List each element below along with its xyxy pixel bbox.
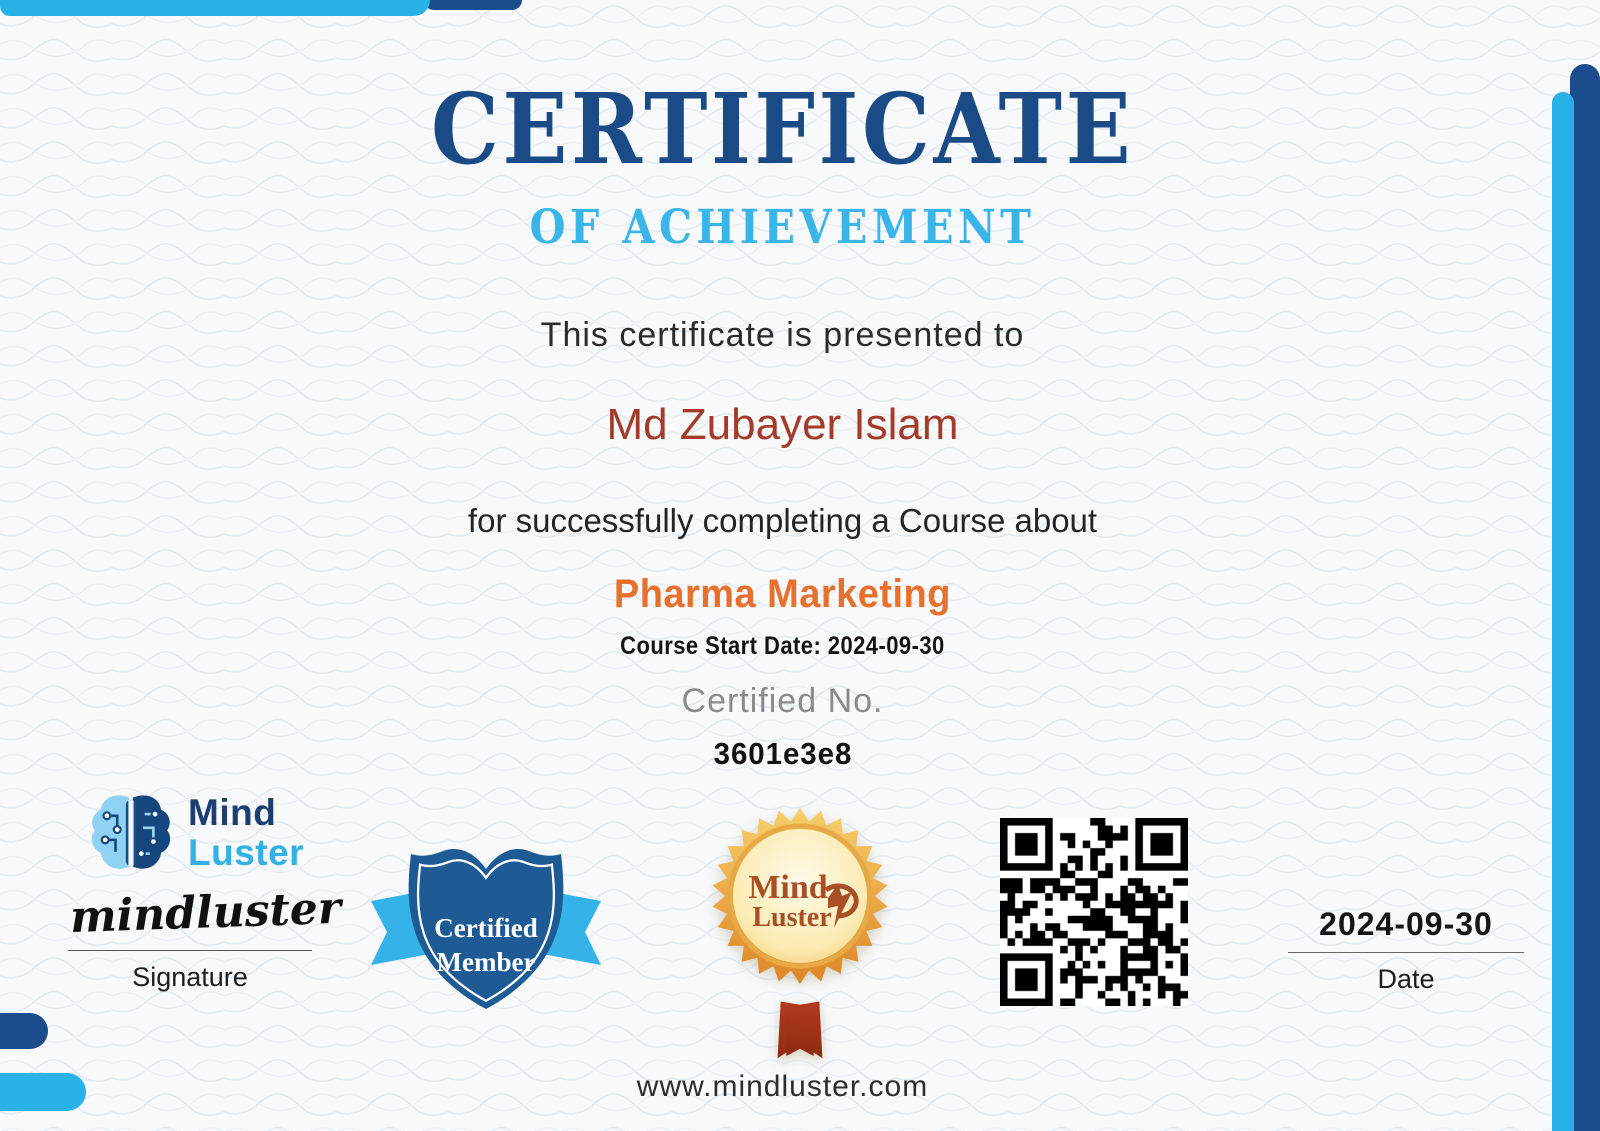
date-label: Date xyxy=(1377,964,1435,994)
qr-code xyxy=(1000,818,1188,1006)
completion-line: for successfully completing a Course about xyxy=(467,502,1098,539)
badge-line2: Member xyxy=(436,947,536,977)
certificate-subtitle: OF ACHIEVEMENT xyxy=(529,200,1036,255)
certificate-title: CERTIFICATE xyxy=(430,72,1135,186)
medal-word1: Mind xyxy=(748,869,828,906)
signature-script: mindluster xyxy=(69,882,342,944)
badge-line1: Certified xyxy=(434,913,538,943)
certified-no-label: Certified No. xyxy=(681,682,884,720)
certified-member-shield-icon xyxy=(371,843,601,1015)
mindluster-logo-text: Mind Luster xyxy=(188,792,305,873)
presented-to-line: This certificate is presented to xyxy=(540,316,1025,354)
certified-no-value: 3601e3e8 xyxy=(713,736,852,771)
course-name: Pharma Marketing xyxy=(613,572,952,616)
signature-label: Signature xyxy=(132,962,248,992)
course-start-date-line xyxy=(0,632,1565,661)
signature-line xyxy=(68,950,312,951)
award-medal-ribbon-icon xyxy=(700,808,900,1060)
brain-circuit-logo-icon xyxy=(88,790,174,876)
right-navy-bar-decoration xyxy=(1570,64,1600,1131)
recipient-name: Md Zubayer Islam xyxy=(606,400,959,449)
course-start-date-value: 2024-09-30 xyxy=(827,632,945,660)
course-start-date-label: Course Start Date: xyxy=(620,632,822,660)
date-line xyxy=(1288,952,1524,953)
website-text: www.mindluster.com xyxy=(636,1070,929,1103)
mindluster-logo xyxy=(88,790,304,876)
date-value: 2024-09-30 xyxy=(1319,906,1493,942)
medal-word2: Luster xyxy=(752,902,832,933)
